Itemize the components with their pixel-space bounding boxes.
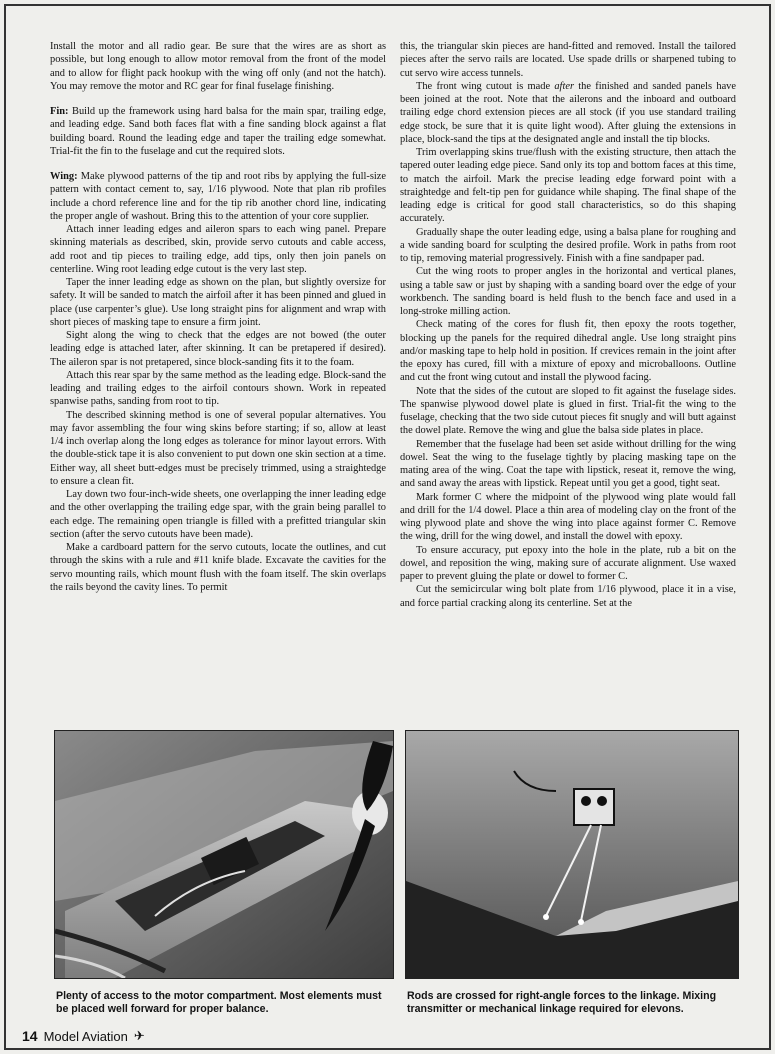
paragraph-cutout [400, 80, 736, 146]
wing-text: Make plywood patterns of the tip and root ribs by applying the full-size pattern with contact cement to, say, 1/16 plywood. Note that plan rib profiles include a chord reference line and for the tip rib another chord line, indicating the proper angle of washout. Bring this to the attention of your core supplier. [50, 171, 386, 222]
page-number: 14 [22, 1028, 38, 1044]
airplane-icon: ✈ [133, 1028, 145, 1043]
paragraph: Cut the semicircular wing bolt plate from 1/16 plywood, place it in a vise, and force partial cracking along its centerline. Set at the [400, 584, 736, 609]
paragraph-wing [50, 170, 386, 223]
paragraph: Taper the inner leading edge as shown on the plan, but slightly oversize for safety. It will be sanded to match the airfoil after it has been pinned and glued in place (use carpenter’s glue). Use long straight pins for alignment and wrap with short pieces of masking tape to ensure a firm joint. [50, 277, 386, 328]
fin-text: Build up the framework using hard balsa for the main spar, trailing edge, and leading edge. Sand both faces flat with a fine sanding block against a flat building board. Round the leading edge and taper the trailing edge somewhat. Trial-fit the fin to the fuselage and cut the required slots. [50, 106, 386, 157]
paragraph: Attach inner leading edges and aileron spars to each wing panel. Prepare skinning materials as described, skin, provide servo cutouts and cable access, add root and tip pieces to trailing edge, add tips, only then join panels on centerline. Wing root leading edge cutout is the very last step. [50, 224, 386, 275]
wing-linkage-photo [405, 730, 739, 979]
magazine-name: Model Aviation [43, 1028, 128, 1044]
article-body [50, 40, 736, 720]
wing-linkage-illustration [406, 731, 738, 978]
paragraph: Make a cardboard pattern for the servo cutouts, locate the outlines, and cut through the skins with a rule and #11 knife blade. Excavate the cavities for the servo mounting rails, which mount flush with the foam itself. The skin overlaps the rails beyond the cavity lines. To permit [50, 542, 386, 593]
fin-heading: Fin: [50, 106, 69, 117]
left-column [50, 40, 386, 720]
paragraph: Sight along the wing to check that the edges are not bowed (the outer leading edge is attached later, after skinning. It can be pretapered if desired). The aileron spar is not pretapered, since block-sanding fits it to the foam. [50, 330, 386, 368]
paragraph: Lay down two four-inch-wide sheets, one overlapping the inner leading edge and the other overlapping the trailing edge spar, with the grain being parallel to each edge. The remaining open triangle is filled with a prefitted triangular skin section (after the servo cutouts have been made). [50, 489, 386, 540]
paragraph: Note that the sides of the cutout are sloped to fit against the fuselage sides. The spanwise plywood dowel plate is glued in first. Trial-fit the wing to the fuselage, checking that the two side cutout pieces fit snugly and will butt against the dowel plate. Remove the wing and glue the balsa side plates in place. [400, 385, 736, 437]
text: The front wing cutout is made [416, 80, 555, 92]
paragraph-fin [50, 105, 386, 158]
wing-heading: Wing: [50, 171, 78, 182]
paragraph: Attach this rear spar by the same method as the leading edge. Block-sand the leading and trailing edges to the airfoil contours shown. Work in repeated spanwise paths, sanding from root to tip. [50, 369, 386, 408]
page-footer [22, 1028, 145, 1044]
right-column [400, 40, 736, 720]
paragraph: this, the triangular skin pieces are hand-fitted and removed. Install the tailored pieces after the servo rails are located. Use spade drills or sharpened tubing to cut servo wire access tunnels. [400, 41, 736, 79]
paragraph: The described skinning method is one of several popular alternatives. You may favor assembling the four wing skins before starting; if so, allow at least 1/4 inch overlap along the long edges as tolerance for minor layout errors. With the double-stick tape it is also convenient to put down one skin section at a time. Either way, all sheet butt-edges must be precisely trimmed, using a straightedge to ensure a clean fit. [50, 409, 386, 487]
photo-caption-right: Rods are crossed for right-angle forces to the linkage. Mixing transmitter or mechanical linkage required for elevons. [407, 990, 717, 1015]
paragraph: Trim overlapping skins true/flush with the existing structure, then attach the tapered outer leading edge piece. Sand only its top and bottom faces at this time, to match the airfoil. Mark the precise leading edge forward point with a straightedge and felt-tip pen for guidance while shaping. The final shape of the leading edge is critical for good stall characteristics, so do this shaping accurately. [400, 147, 736, 225]
motor-compartment-illustration [55, 731, 393, 978]
paragraph: Check mating of the cores for flush fit, then epoxy the roots together, blocking up the panels for the required dihedral angle. Use long straight pins and/or masking tape to help hold in position. If crevices remain in the joint after the epoxy has cured, fill with a mixture of epoxy and microballoons. Outline and cut the front wing cutout and install the plywood facing. [400, 319, 736, 384]
paragraph: Gradually shape the outer leading edge, using a balsa plane for roughing and a wide sanding board for sculpting the desired profile. Work in paths from root to tip, removing material progressively. Finish with a fine sandpaper pad. [400, 226, 736, 264]
paragraph: Remember that the fuselage had been set aside without drilling for the wing dowel. Seat the wing to the fuselage tightly by placing masking tape on the mating area of the wing. Coat the tape with lipstick, reseat it, remove the wing, and sand away the areas with lipstick. Repeat until you get a good, tight seat. [400, 438, 736, 490]
paragraph: Cut the wing roots to proper angles in the horizontal and vertical planes, using a table saw or just by shaping with a sanding board over the edge of your workbench. The sanding board is held flush to the bench face and used in a long-stroke milling action. [400, 266, 736, 317]
paragraph: Mark former C where the midpoint of the plywood wing plate would fall and drill for the 1/4 dowel. Place a thin area of modeling clay on the front of the wing plywood plate and shove the wing into place against former C. Remove the wing, drill for the wing dowel, and install the dowel with epoxy. [400, 491, 736, 543]
text: the finished and sanded panels have been joined at the root. Note that the ailerons and the inboard and outboard trailing edge chord extension pieces are all stock (if you use standard trailing edge stock, be sure that it is quite light wood). After gluing the extensions in place, block-sand the tips at the designated angle and install the tip blocks. [400, 80, 736, 145]
paragraph: Install the motor and all radio gear. Be sure that the wires are as short as possible, but long enough to allow motor removal from the front of the model and to allow for flight pack hookup with the wing off only (and not the hatch). You may remove the motor and RC gear for final fuselage finishing. [50, 41, 386, 92]
paragraph: To ensure accuracy, put epoxy into the hole in the plate, rub a bit on the dowel, and reposition the wing, making sure of accurate alignment. Use waxed paper to prevent gluing the plate or dowel to former C. [400, 544, 736, 582]
emphasis: after [554, 80, 574, 92]
photo-caption-left: Plenty of access to the motor compartment. Most elements must be placed well forward for proper balance. [56, 990, 382, 1015]
motor-compartment-photo [54, 730, 394, 979]
